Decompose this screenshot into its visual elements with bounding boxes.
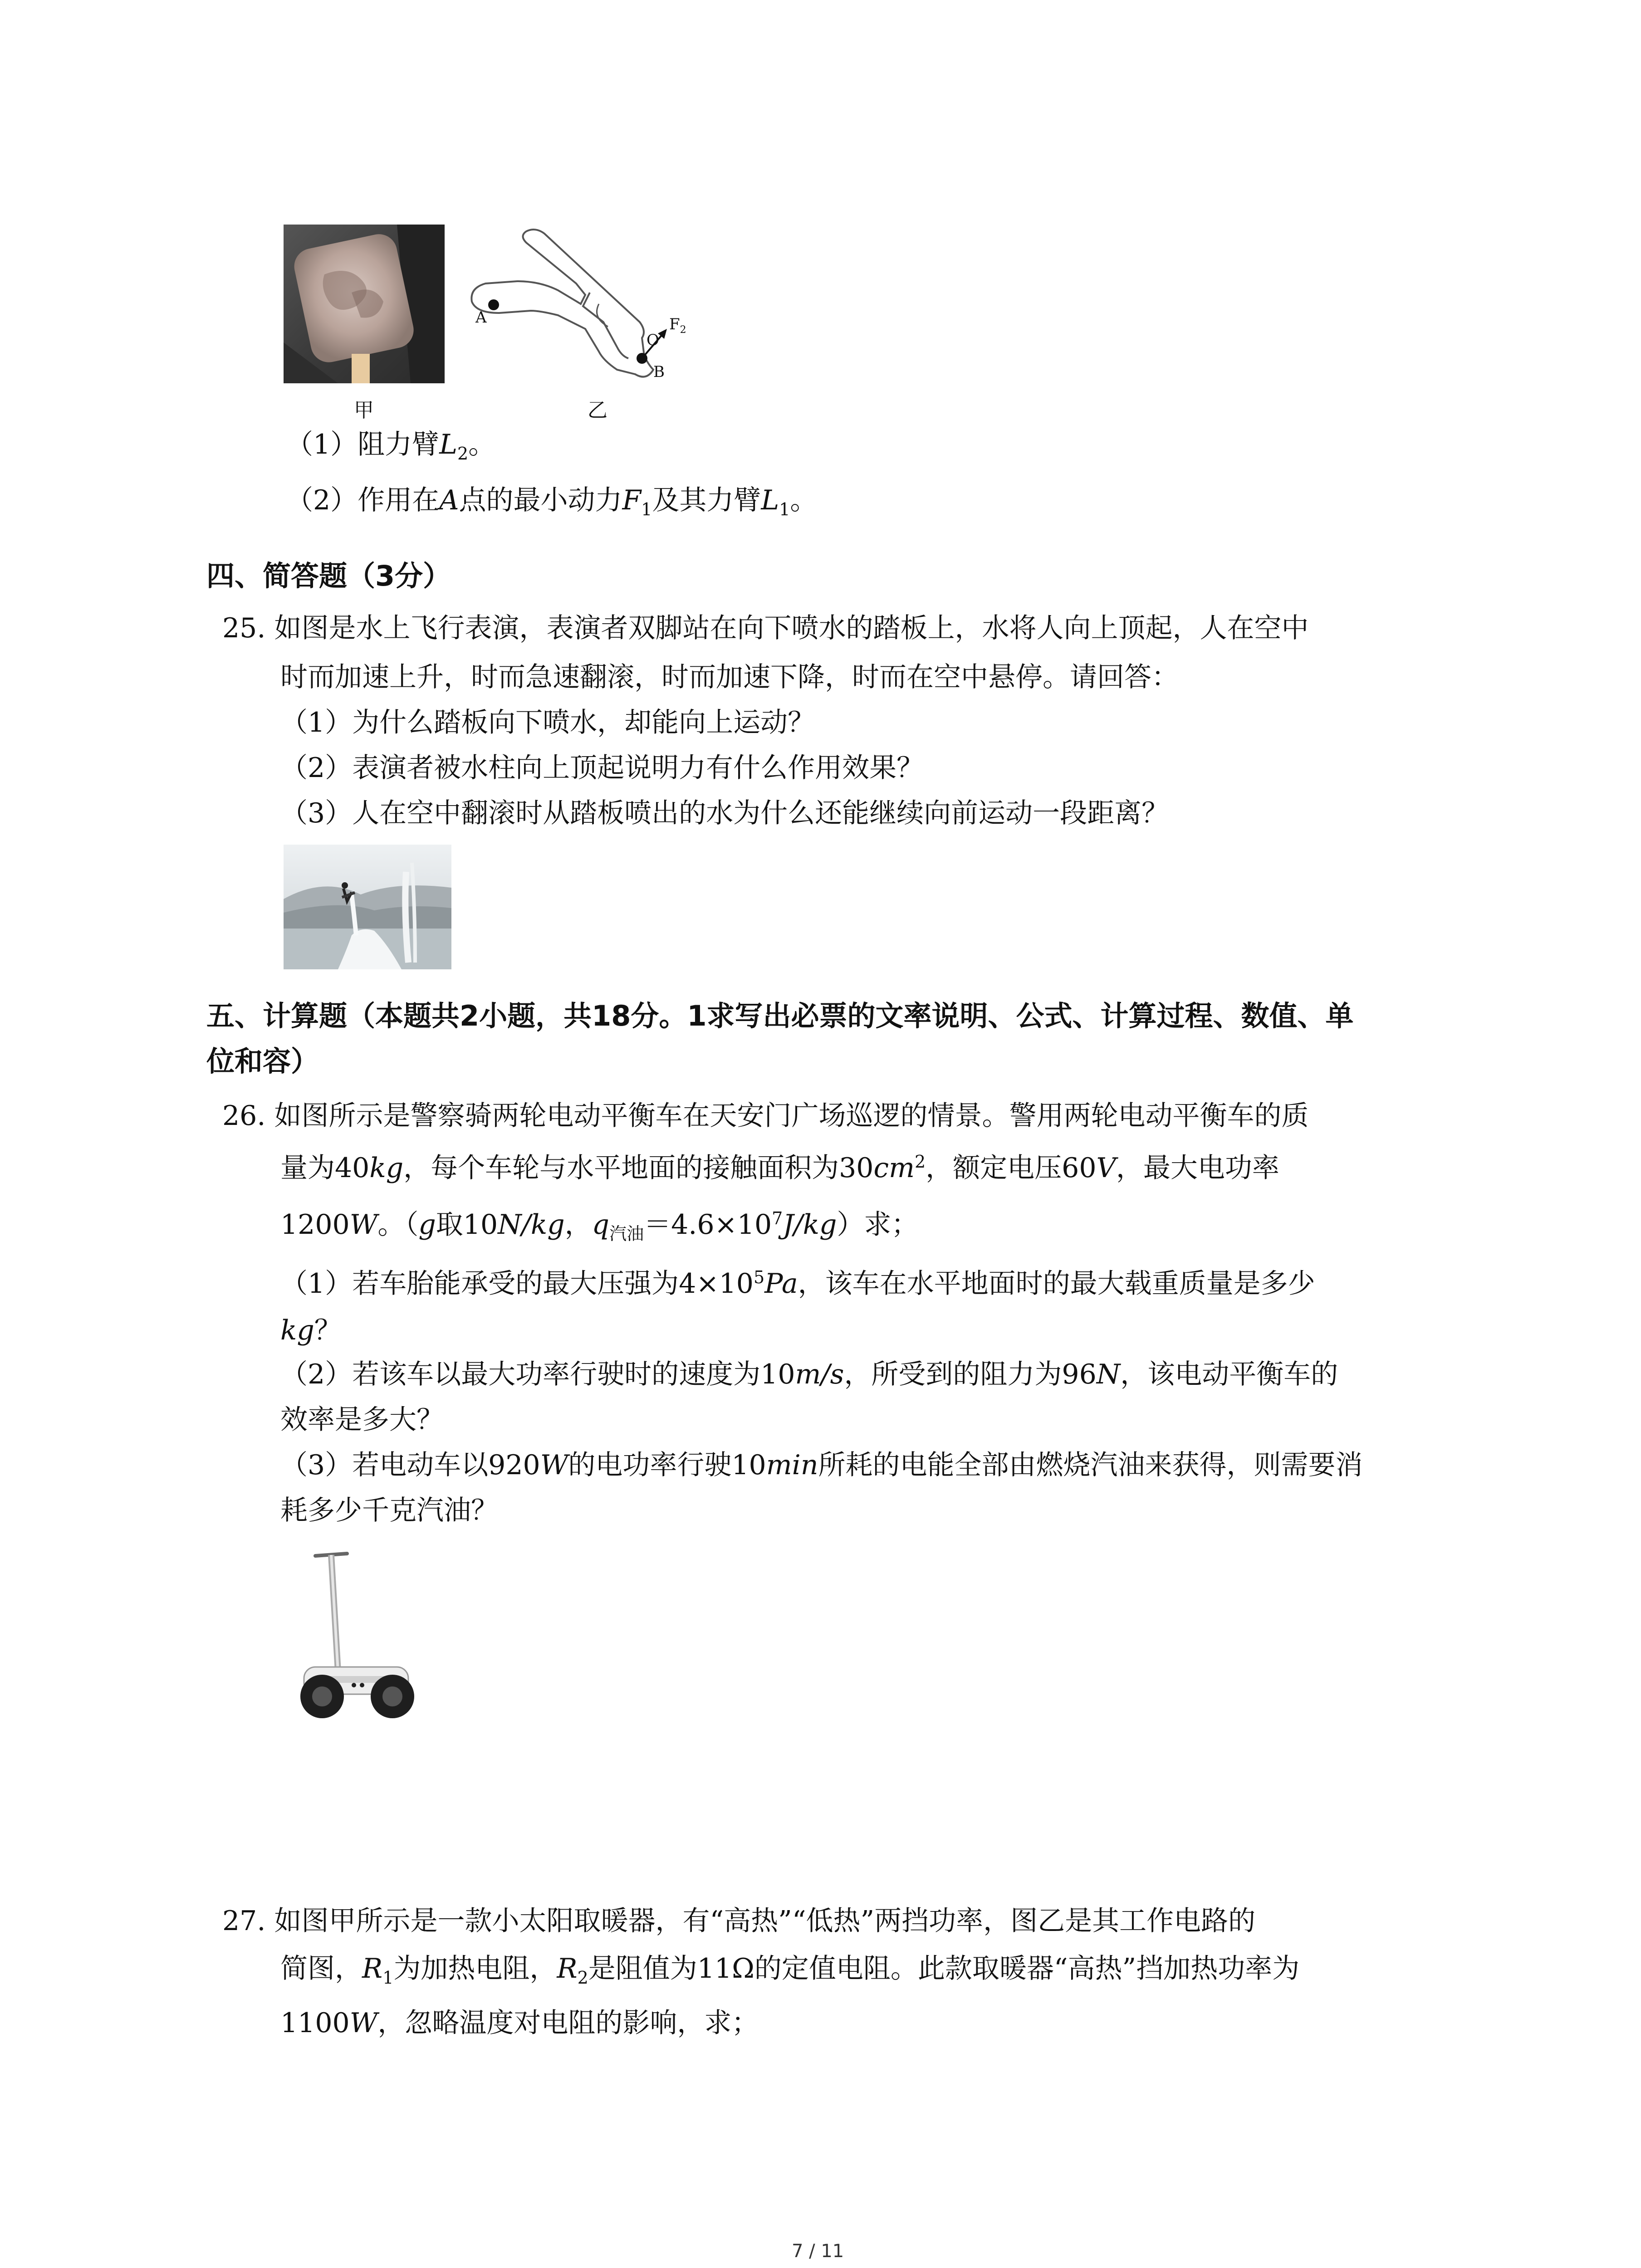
q26-part3: （3）若电动车以920W的电功率行驶10min所耗的电能全部由燃烧汽油来获得，则需要消 (280, 1449, 1363, 1481)
page-number: 7 / 11 (792, 2241, 844, 2262)
label-o: O (647, 331, 659, 349)
figure-yi-lever-diagram (467, 225, 740, 397)
q25-line1: 25. 如图是水上飞行表演，表演者双脚站在向下喷水的踏板上，水将人向上顶起，人在空中 (222, 612, 1309, 644)
section-4-title: 四、简答题（3分） (206, 559, 451, 592)
q27-line3: 1100W，忽略温度对电阻的影响，求； (280, 2007, 759, 2039)
label-f2: $F_2$ (669, 315, 686, 336)
q26-part2: （2）若该车以最大功率行驶时的速度为10m/s，所受到的阻力为96N，该电动平衡车的 (280, 1359, 1338, 1390)
q26-part1-line2: kg？ (280, 1315, 342, 1346)
q26-line3: 1200W。（g取10N/kg，$q_{汽油}=4.6\times 10^7J/kg$）求； (280, 1208, 919, 1244)
caption-yi: 乙 (588, 399, 607, 422)
q25-part1: （1）为什么踏板向下喷水，却能向上运动？ (280, 707, 815, 738)
q26-line2: 量为40kg，每个车轮与水平地面的接触面积为$30cm^2$，额定电压60V，最大电功率 (280, 1152, 1279, 1184)
section-5-title-line1: 五、计算题（本题共2小题，共18分。1求写出必票的文率说明、公式、计算过程、数值、单 (206, 999, 1354, 1032)
label-b: B (653, 363, 665, 381)
q26-line1: 26. 如图所示是警察骑两轮电动平衡车在天安门广场巡逻的情景。警用两轮电动平衡车的质 (222, 1100, 1309, 1132)
water-flyer-photo (284, 845, 451, 969)
q25-part2: （2）表演者被水柱向上顶起说明力有什么作用效果？ (280, 752, 924, 784)
q27-line1: 27. 如图甲所示是一款小太阳取暖器，有“高热”“低热”两挡功率，图乙是其工作电路的 (222, 1905, 1256, 1937)
section-5-title-line2: 位和容） (206, 1045, 319, 1078)
q26-part1: （1）若车胎能承受的最大压强为$4\times 10^5Pa$，该车在水平地面时的最大载重质量是多少 (280, 1267, 1315, 1300)
q26-part2-line2: 效率是多大？ (280, 1404, 444, 1436)
figure-jia-photo (284, 225, 445, 383)
q27-line2: 简图，$R_1$为加热电阻，$R_2$是阻值为11Ω的定值电阻。此款取暖器“高热”挡加热功率为 (280, 1953, 1300, 1988)
point-a-dot (488, 299, 499, 310)
q26-part3-line2: 耗多少千克汽油？ (280, 1495, 498, 1526)
q25-part3: （3）人在空中翻滚时从踏板喷出的水为什么还能继续向前运动一段距离？ (280, 797, 1169, 829)
q25-line2: 时而加速上升，时而急速翻滚，时而加速下降，时而在空中悬停。请回答： (280, 661, 1179, 693)
caption-jia: 甲 (354, 399, 374, 422)
label-a: A (475, 308, 487, 327)
q24-part2: （2）作用在A点的最小动力$F_1$及其力臂$L_1$。 (286, 484, 818, 519)
balance-scooter-photo (290, 1540, 426, 1735)
q24-part1: （1）阻力臂$L_2$。 (286, 429, 496, 464)
